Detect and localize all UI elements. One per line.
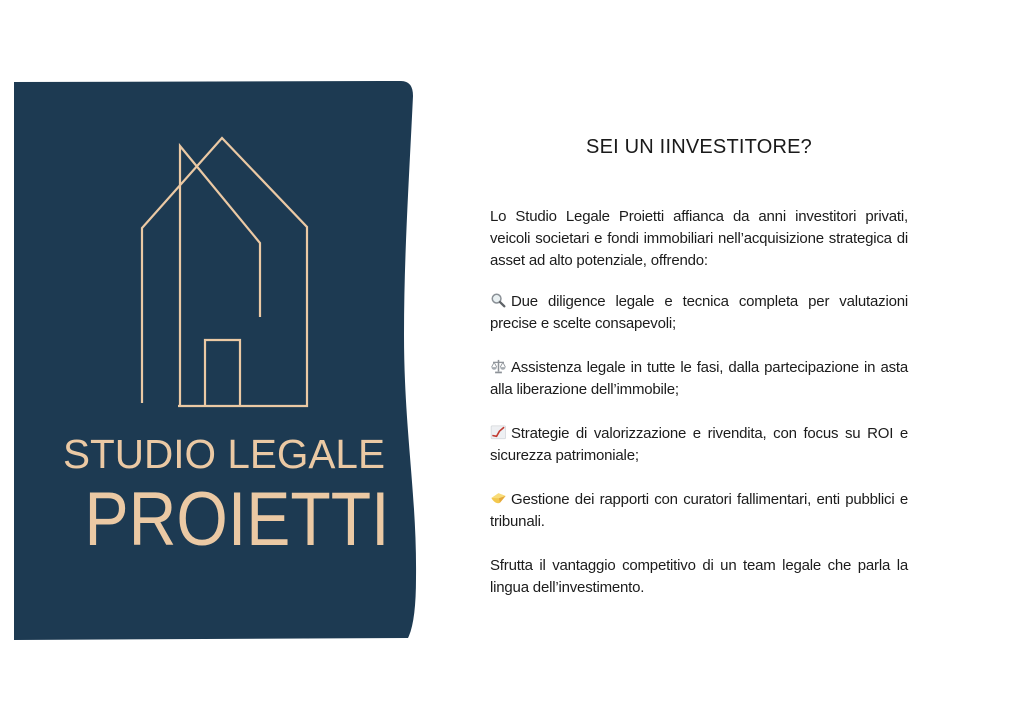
list-item [490, 357, 908, 401]
brand-name-line2: PROIETTI [84, 477, 390, 562]
bullet-text: Strategie di valorizzazione e rivendita, con focus su ROI e sicurezza patrimoniale; [490, 425, 908, 465]
content-column [490, 0, 908, 724]
bullet-text: Assistenza legale in tutte le fasi, dalla partecipazione in asta alla liberazione dell’immobile; [490, 359, 908, 399]
intro-paragraph [490, 206, 908, 273]
list-item [490, 489, 908, 533]
closing-text: Sfrutta il vantaggio competitivo di un team legale che parla la lingua dell’investimento. [490, 557, 908, 597]
intro-text: Lo Studio Legale Proietti affianca da anni investitori privati, veicoli societari e fondi immobiliari nell’acquisizione strategica di asset ad alto potenziale, offrendo: [490, 208, 908, 270]
brand-panel [0, 0, 430, 724]
brand-name-line1: STUDIO LEGALE [63, 431, 385, 477]
balance-scale-icon [490, 358, 507, 375]
bullet-text: Due diligence legale e tecnica completa per valutazioni precise e scelte consapevoli; [490, 293, 908, 333]
closing-paragraph [490, 555, 908, 599]
handshake-icon [490, 490, 507, 507]
bullet-text: Gestione dei rapporti con curatori fallimentari, enti pubblici e tribunali. [490, 491, 908, 531]
chart-increasing-icon [490, 424, 507, 441]
list-item [490, 291, 908, 335]
magnifier-icon [490, 292, 507, 309]
list-item [490, 423, 908, 467]
page-title: SEI UN IINVESTITORE? [586, 136, 812, 158]
